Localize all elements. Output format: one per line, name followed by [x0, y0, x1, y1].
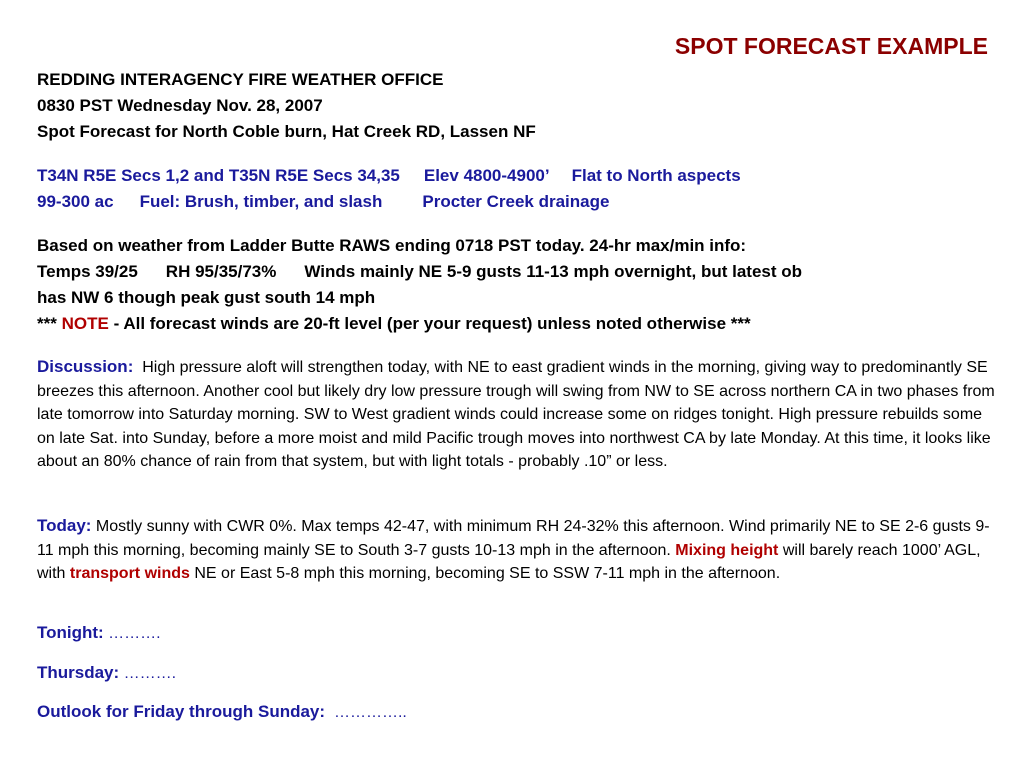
- site-fuel: Fuel: Brush, timber, and slash: [139, 192, 383, 211]
- today-text-1: Mostly sunny with CWR 0%. Max temps 42-47, with minimum RH 24-32% this afternoon. Wind primarily NE to SE 2-6 gusts 9-11 mph this morning, becoming mainly SE to South 3-7 gusts 10-13 mph in the afternoon.: [37, 518, 990, 559]
- forecast-subject: Spot Forecast for North Coble burn, Hat Creek RD, Lassen NF: [37, 122, 536, 141]
- site-info: [37, 163, 997, 215]
- note-prefix: ***: [37, 314, 57, 333]
- obs-temps: Temps 39/25: [37, 262, 138, 281]
- site-elevation: Elev 4800-4900’: [423, 166, 550, 185]
- today-label: Today:: [37, 516, 92, 535]
- obs-winds: Winds mainly NE 5-9 gusts 11-13 mph overnight, but latest ob: [304, 262, 803, 281]
- page-title: SPOT FORECAST EXAMPLE: [674, 33, 988, 59]
- obs-rh: RH 95/35/73%: [165, 262, 277, 281]
- today-section: [37, 514, 997, 586]
- today-text-3: NE or East 5-8 mph this morning, becoming SE to SSW 7-11 mph in the afternoon.: [189, 565, 781, 582]
- note-label: NOTE: [61, 314, 109, 333]
- site-acres: 99-300 ac: [37, 192, 114, 211]
- obs-line-1: Based on weather from Ladder Butte RAWS ending 0718 PST today. 24-hr max/min info:: [37, 236, 747, 255]
- site-aspect: Flat to North aspects: [571, 166, 741, 185]
- thursday-placeholder: ……….: [123, 665, 177, 682]
- obs-line-3: has NW 6 though peak gust south 14 mph: [37, 288, 376, 307]
- outlook-label: Outlook for Friday through Sunday:: [37, 702, 326, 721]
- transport-winds-label: transport winds: [69, 565, 190, 582]
- office-name: REDDING INTERAGENCY FIRE WEATHER OFFICE: [37, 70, 444, 89]
- issue-datetime: 0830 PST Wednesday Nov. 28, 2007: [37, 96, 323, 115]
- tonight-label: Tonight:: [37, 623, 104, 642]
- today-text-2: will barely reach 1000’ AGL, with: [37, 541, 981, 582]
- tonight-section: [37, 623, 161, 643]
- outlook-placeholder: …………..: [333, 704, 407, 721]
- outlook-section: [37, 702, 407, 722]
- thursday-section: [37, 663, 176, 683]
- discussion-text: High pressure aloft will strengthen today, with NE to east gradient winds in the morning, giving way to predominantly SE breezes this afternoon. Another cool but likely dry low pressure trough will swing from NW to SE across northern CA in two phases from late tomorrow into Saturday morning. SW to West gradient winds could increase some on ridges tonight. High pressure rebuilds some on late Sat. into Sunday, before a more moist and mild Pacific trough moves into northwest CA by late Monday. At this time, it looks like about an 80% chance of rain from that system, but with light totals - probably .10” or less.: [37, 359, 995, 470]
- mixing-height-label: Mixing height: [675, 541, 779, 559]
- site-drainage: Procter Creek drainage: [422, 192, 610, 211]
- discussion-label: Discussion:: [37, 357, 134, 376]
- thursday-label: Thursday:: [37, 663, 120, 682]
- site-location: T34N R5E Secs 1,2 and T35N R5E Secs 34,35: [37, 166, 400, 185]
- forecast-header: [37, 67, 997, 145]
- note-text: - All forecast winds are 20-ft level (per your request) unless noted otherwise ***: [113, 314, 751, 333]
- discussion-section: [37, 355, 997, 474]
- note-line: [37, 311, 997, 337]
- observation-summary: [37, 233, 997, 337]
- tonight-placeholder: ……….: [108, 625, 161, 642]
